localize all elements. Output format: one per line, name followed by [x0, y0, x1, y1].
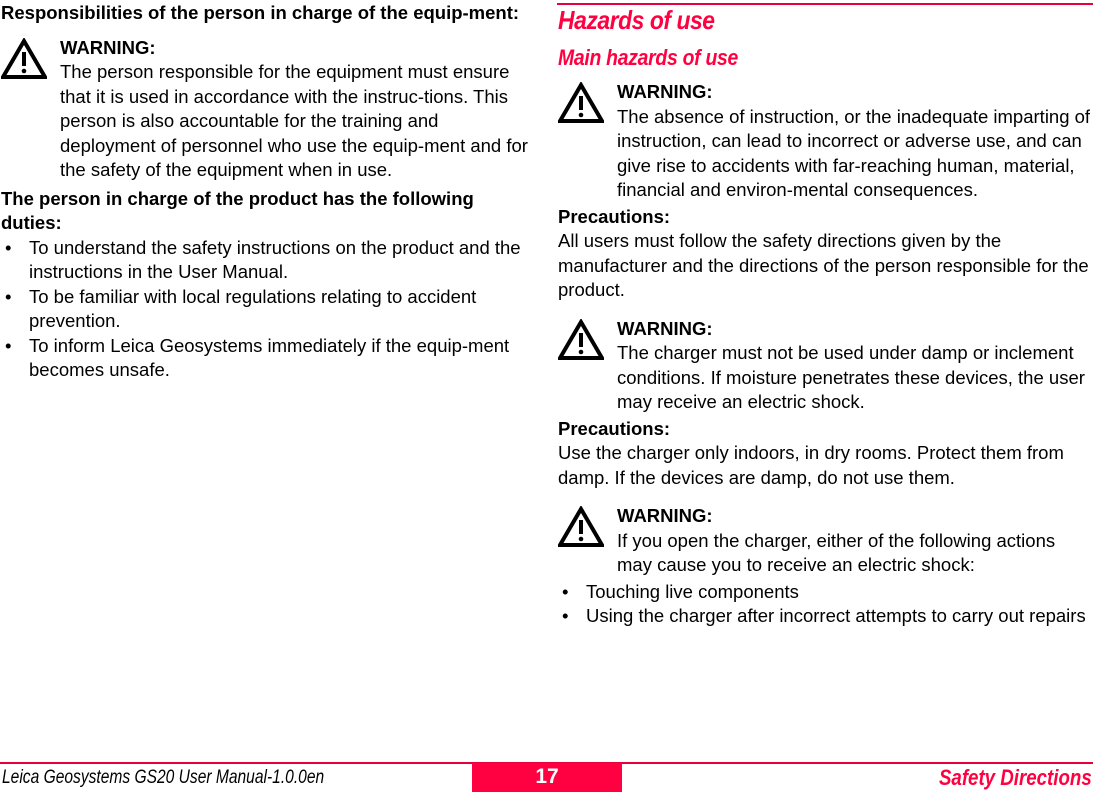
manual-title: Leica Geosystems GS20 User Manual-1.0.0en: [2, 767, 325, 788]
warning-triangle-icon: [1, 38, 47, 80]
list-item-text: Using the charger after incorrect attempts to carry out repairs: [586, 605, 1086, 626]
bullet: •: [5, 285, 12, 307]
precautions-text: All users must follow the safety directions given by the manufacturer and the directions of the person responsible for the product.: [558, 230, 1089, 300]
warning-block: [558, 504, 1093, 578]
warning-text: The charger must not be used under damp or inclement conditions. If moisture penetrates these devices, the user may receive an electric shock.: [617, 342, 1085, 412]
list-item-text: To be familiar with local regulations relating to accident prevention.: [29, 285, 477, 331]
bullet: •: [562, 605, 569, 626]
precautions-text: Use the charger only indoors, in dry rooms. Protect them from damp. If the devices are damp, do not use them.: [558, 442, 1064, 488]
left-column: [1, 0, 536, 383]
list-item-text: To understand the safety instructions on the product and the instructions in the User Manual.: [29, 236, 521, 282]
warning-block: [1, 36, 536, 183]
warning-title: WARNING:: [617, 505, 713, 526]
duties-list: [1, 236, 536, 383]
warning-triangle-icon: [558, 82, 604, 124]
duties-heading: The person in charge of the product has the following duties:: [1, 187, 474, 233]
page-number: 17: [472, 763, 622, 792]
list-item: [1, 334, 536, 383]
section-title: Hazards of use: [558, 5, 715, 35]
list-item: [558, 580, 1093, 605]
warning-title: WARNING:: [60, 36, 156, 58]
bullet: •: [562, 580, 569, 602]
warning-triangle-icon: [558, 319, 604, 361]
list-item: [1, 236, 536, 285]
shock-actions-list: [558, 580, 1093, 629]
warning-text: The person responsible for the equipment must ensure that it is used in accordance with the instruc-tions. This person is also accountable for the training and deployment of personnel who use the equip-ment and for the safety of the equipment when in use.: [60, 61, 528, 180]
list-item: [1, 285, 536, 334]
warning-title: WARNING:: [617, 81, 713, 102]
precautions-title: Precautions:: [558, 417, 671, 439]
warning-block: [558, 317, 1093, 415]
bullet: •: [5, 236, 12, 258]
right-column: [558, 80, 1093, 629]
list-item-text: Touching live components: [586, 580, 799, 602]
list-item: [558, 604, 1093, 629]
warning-text: The absence of instruction, or the inadequate imparting of instruction, can lead to incorrect or adverse use, and can give rise to accidents with far-reaching human, material, financial and environ-mental consequences.: [617, 105, 1091, 200]
warning-text: If you open the charger, either of the following actions may cause you to receive an electric shock:: [617, 529, 1056, 575]
responsibilities-heading: Responsibilities of the person in charge of the equip-ment:: [1, 2, 520, 23]
list-item-text: To inform Leica Geosystems immediately if the equip-ment becomes unsafe.: [29, 334, 510, 380]
subsection-title: Main hazards of use: [558, 45, 739, 70]
warning-block: [558, 80, 1093, 203]
chapter-title: Safety Directions: [939, 765, 1092, 790]
bullet: •: [5, 334, 12, 356]
precautions-title: Precautions:: [558, 205, 671, 227]
warning-title: WARNING:: [617, 317, 713, 339]
warning-triangle-icon: [558, 506, 604, 548]
